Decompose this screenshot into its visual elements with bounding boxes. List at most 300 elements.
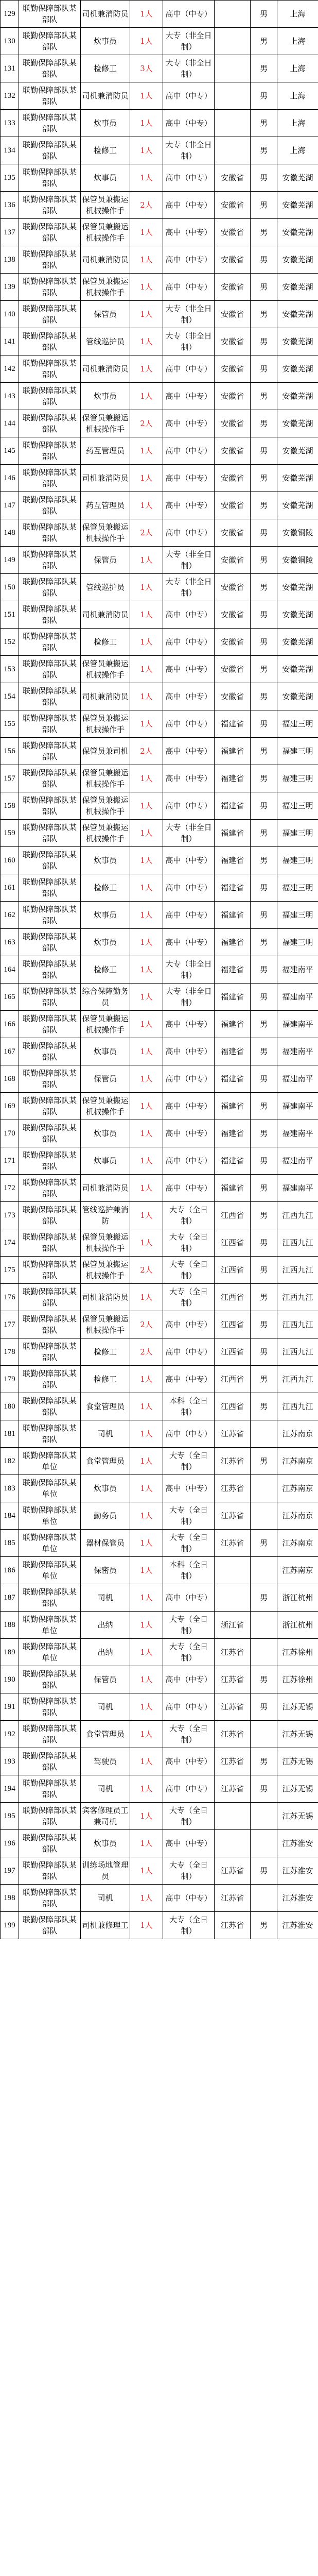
gender-cell <box>251 1557 277 1584</box>
household-cell: 福建省 <box>215 1175 251 1202</box>
gender-cell: 男 <box>251 137 277 164</box>
position-cell: 出纳 <box>81 1639 130 1666</box>
household-cell: 安徽省 <box>215 492 251 519</box>
headcount-cell: 1人 <box>130 383 163 410</box>
unit-cell: 联勤保障部队某部队 <box>19 874 81 902</box>
row-number: 198 <box>1 1885 19 1912</box>
unit-cell: 联勤保障部队某部队 <box>19 1912 81 1939</box>
unit-cell: 联勤保障部队某单位 <box>19 1639 81 1666</box>
gender-cell: 男 <box>251 1065 277 1093</box>
position-cell: 驾驶员 <box>81 1748 130 1775</box>
location-cell: 江西九江 <box>277 1366 318 1393</box>
row-number: 150 <box>1 574 19 601</box>
unit-cell: 联勤保障部队某部队 <box>19 1257 81 1284</box>
education-cell: 大专（全日制） <box>163 1912 215 1939</box>
headcount-cell: 1人 <box>130 820 163 847</box>
table-row <box>1 1612 318 1639</box>
location-cell: 安徽芜湖 <box>277 656 318 683</box>
gender-cell: 男 <box>251 1393 277 1420</box>
household-cell: 江西省 <box>215 1229 251 1257</box>
table-row <box>1 1530 318 1557</box>
education-cell: 大专（全日制） <box>163 1612 215 1639</box>
location-cell: 江西九江 <box>277 1202 318 1229</box>
gender-cell: 男 <box>251 820 277 847</box>
table-row <box>1 574 318 601</box>
gender-cell: 男 <box>251 1147 277 1175</box>
location-cell: 安徽芜湖 <box>277 383 318 410</box>
unit-cell: 联勤保障部队某部队 <box>19 219 81 246</box>
headcount-cell: 1人 <box>130 1147 163 1175</box>
headcount-cell: 2人 <box>130 1311 163 1338</box>
unit-cell: 联勤保障部队某部队 <box>19 1584 81 1612</box>
table-row <box>1 1666 318 1693</box>
location-cell: 安徽芜湖 <box>277 274 318 301</box>
table-row <box>1 1502 318 1530</box>
row-number: 173 <box>1 1202 19 1229</box>
table-row <box>1 1338 318 1366</box>
education-cell: 高中（中专） <box>163 1065 215 1093</box>
gender-cell: 男 <box>251 246 277 274</box>
table-row <box>1 738 318 765</box>
household-cell: 江苏省 <box>215 1448 251 1475</box>
household-cell: 安徽省 <box>215 246 251 274</box>
headcount-cell: 1人 <box>130 1803 163 1830</box>
unit-cell: 联勤保障部队某部队 <box>19 1038 81 1065</box>
unit-cell: 联勤保障部队某部队 <box>19 1284 81 1311</box>
table-row <box>1 1420 318 1448</box>
headcount-cell: 1人 <box>130 1229 163 1257</box>
gender-cell: 男 <box>251 1775 277 1803</box>
table-row <box>1 956 318 984</box>
position-cell: 司机兼消防员 <box>81 1284 130 1311</box>
row-number: 197 <box>1 1857 19 1885</box>
position-cell: 管线巡护员 <box>81 574 130 601</box>
unit-cell: 联勤保障部队某部队 <box>19 929 81 956</box>
position-cell: 管线巡护兼消防 <box>81 1202 130 1229</box>
headcount-cell: 1人 <box>130 492 163 519</box>
row-number: 169 <box>1 1093 19 1120</box>
gender-cell: 男 <box>251 1693 277 1721</box>
household-cell: 安徽省 <box>215 274 251 301</box>
position-cell: 司机兼修理工 <box>81 1912 130 1939</box>
position-cell: 司机兼消防员 <box>81 683 130 710</box>
location-cell: 上海 <box>277 82 318 110</box>
table-row <box>1 929 318 956</box>
row-number: 138 <box>1 246 19 274</box>
position-cell: 检修工 <box>81 55 130 82</box>
position-cell: 保管员 <box>81 1666 130 1693</box>
headcount-cell: 1人 <box>130 1 163 28</box>
education-cell: 高中（中专） <box>163 1011 215 1038</box>
location-cell: 江苏南京 <box>277 1448 318 1475</box>
household-cell: 江苏省 <box>215 1912 251 1939</box>
location-cell: 福建南平 <box>277 1175 318 1202</box>
household-cell: 江西省 <box>215 1202 251 1229</box>
headcount-cell: 1人 <box>130 601 163 629</box>
position-cell: 炊事员 <box>81 1830 130 1857</box>
household-cell: 江苏省 <box>215 1639 251 1666</box>
education-cell: 高中（中专） <box>163 1748 215 1775</box>
headcount-cell: 1人 <box>130 1530 163 1557</box>
household-cell: 江西省 <box>215 1338 251 1366</box>
gender-cell: 男 <box>251 1229 277 1257</box>
position-cell: 保管员兼搬运机械操作手 <box>81 410 130 437</box>
row-number: 139 <box>1 274 19 301</box>
row-number: 129 <box>1 1 19 28</box>
position-cell: 炊事员 <box>81 383 130 410</box>
row-number: 130 <box>1 28 19 55</box>
table-row <box>1 301 318 328</box>
unit-cell: 联勤保障部队某部队 <box>19 710 81 738</box>
gender-cell: 男 <box>251 710 277 738</box>
household-cell: 安徽省 <box>215 383 251 410</box>
table-row <box>1 1393 318 1420</box>
education-cell: 大专（非全日制） <box>163 28 215 55</box>
table-row <box>1 28 318 55</box>
table-row <box>1 1147 318 1175</box>
table-row <box>1 1284 318 1311</box>
education-cell: 高中（中专） <box>163 1666 215 1693</box>
position-cell: 综合保障勤务员 <box>81 984 130 1011</box>
position-cell: 司机 <box>81 1420 130 1448</box>
row-number: 189 <box>1 1639 19 1666</box>
headcount-cell: 1人 <box>130 847 163 874</box>
gender-cell: 男 <box>251 956 277 984</box>
table-row <box>1 519 318 547</box>
table-row <box>1 1584 318 1612</box>
row-number: 149 <box>1 547 19 574</box>
education-cell: 高中（中专） <box>163 246 215 274</box>
position-cell: 司机兼消防员 <box>81 1 130 28</box>
household-cell <box>215 55 251 82</box>
household-cell <box>215 82 251 110</box>
gender-cell: 男 <box>251 465 277 492</box>
location-cell: 福建三明 <box>277 929 318 956</box>
gender-cell: 男 <box>251 1748 277 1775</box>
table-row <box>1 383 318 410</box>
headcount-cell: 1人 <box>130 355 163 383</box>
position-cell: 炊事员 <box>81 164 130 192</box>
education-cell: 大专（非全日制） <box>163 137 215 164</box>
headcount-cell: 1人 <box>130 629 163 656</box>
household-cell: 福建省 <box>215 710 251 738</box>
table-row <box>1 219 318 246</box>
row-number: 168 <box>1 1065 19 1093</box>
unit-cell: 联勤保障部队某部队 <box>19 1311 81 1338</box>
education-cell: 高中（中专） <box>163 792 215 820</box>
household-cell: 安徽省 <box>215 192 251 219</box>
education-cell: 高中（中专） <box>163 383 215 410</box>
unit-cell: 联勤保障部队某部队 <box>19 902 81 929</box>
education-cell: 高中（中专） <box>163 1775 215 1803</box>
headcount-cell: 1人 <box>130 1666 163 1693</box>
unit-cell: 联勤保障部队某部队 <box>19 1803 81 1830</box>
education-cell: 高中（中专） <box>163 355 215 383</box>
unit-cell: 联勤保障部队某部队 <box>19 1693 81 1721</box>
table-row <box>1 874 318 902</box>
unit-cell: 联勤保障部队某部队 <box>19 847 81 874</box>
headcount-cell: 1人 <box>130 1420 163 1448</box>
headcount-cell: 2人 <box>130 519 163 547</box>
row-number: 143 <box>1 383 19 410</box>
row-number: 166 <box>1 1011 19 1038</box>
row-number: 199 <box>1 1912 19 1939</box>
gender-cell: 男 <box>251 110 277 137</box>
gender-cell: 男 <box>251 1011 277 1038</box>
gender-cell: 男 <box>251 1857 277 1885</box>
household-cell: 安徽省 <box>215 656 251 683</box>
row-number: 160 <box>1 847 19 874</box>
position-cell: 检修工 <box>81 1366 130 1393</box>
unit-cell: 联勤保障部队某部队 <box>19 1393 81 1420</box>
position-cell: 检修工 <box>81 137 130 164</box>
location-cell: 江苏南京 <box>277 1502 318 1530</box>
household-cell: 安徽省 <box>215 219 251 246</box>
gender-cell: 男 <box>251 164 277 192</box>
headcount-cell: 2人 <box>130 192 163 219</box>
location-cell: 江苏淮安 <box>277 1857 318 1885</box>
household-cell: 江苏省 <box>215 1666 251 1693</box>
location-cell: 江西九江 <box>277 1311 318 1338</box>
position-cell: 保管员兼搬运机械操作手 <box>81 792 130 820</box>
row-number: 188 <box>1 1612 19 1639</box>
education-cell: 高中（中专） <box>163 274 215 301</box>
education-cell: 大专（全日制） <box>163 1448 215 1475</box>
headcount-cell: 1人 <box>130 1639 163 1666</box>
unit-cell: 联勤保障部队某单位 <box>19 1612 81 1639</box>
education-cell: 高中（中专） <box>163 492 215 519</box>
household-cell: 安徽省 <box>215 519 251 547</box>
gender-cell: 男 <box>251 1120 277 1147</box>
education-cell: 大专（非全日制） <box>163 301 215 328</box>
gender-cell: 男 <box>251 683 277 710</box>
location-cell: 安徽芜湖 <box>277 465 318 492</box>
row-number: 184 <box>1 1502 19 1530</box>
headcount-cell: 2人 <box>130 1257 163 1284</box>
household-cell: 福建省 <box>215 820 251 847</box>
row-number: 133 <box>1 110 19 137</box>
location-cell: 安徽芜湖 <box>277 683 318 710</box>
table-row <box>1 765 318 792</box>
position-cell: 炊事员 <box>81 110 130 137</box>
gender-cell: 男 <box>251 792 277 820</box>
table-row <box>1 1038 318 1065</box>
gender-cell: 男 <box>251 82 277 110</box>
location-cell: 安徽芜湖 <box>277 629 318 656</box>
position-cell: 食堂管理员 <box>81 1393 130 1420</box>
location-cell: 江苏无锡 <box>277 1721 318 1748</box>
household-cell: 江西省 <box>215 1257 251 1284</box>
household-cell: 福建省 <box>215 765 251 792</box>
location-cell: 福建南平 <box>277 1093 318 1120</box>
household-cell <box>215 1 251 28</box>
row-number: 131 <box>1 55 19 82</box>
unit-cell: 联勤保障部队某部队 <box>19 28 81 55</box>
household-cell: 安徽省 <box>215 355 251 383</box>
row-number: 178 <box>1 1338 19 1366</box>
table-row <box>1 164 318 192</box>
location-cell: 上海 <box>277 1 318 28</box>
location-cell: 安徽芜湖 <box>277 328 318 355</box>
unit-cell: 联勤保障部队某部队 <box>19 1420 81 1448</box>
unit-cell: 联勤保障部队某部队 <box>19 1830 81 1857</box>
unit-cell: 联勤保障部队某部队 <box>19 1 81 28</box>
education-cell: 高中（中专） <box>163 902 215 929</box>
headcount-cell: 1人 <box>130 792 163 820</box>
gender-cell: 男 <box>251 1202 277 1229</box>
location-cell: 安徽芜湖 <box>277 164 318 192</box>
headcount-cell: 1人 <box>130 1775 163 1803</box>
headcount-cell: 1人 <box>130 1584 163 1612</box>
row-number: 192 <box>1 1721 19 1748</box>
headcount-cell: 1人 <box>130 1065 163 1093</box>
education-cell: 大专（全日制） <box>163 1257 215 1284</box>
gender-cell: 男 <box>251 574 277 601</box>
unit-cell: 联勤保障部队某部队 <box>19 192 81 219</box>
table-row <box>1 792 318 820</box>
position-cell: 司机兼消防员 <box>81 465 130 492</box>
table-row <box>1 55 318 82</box>
household-cell <box>215 110 251 137</box>
unit-cell: 联勤保障部队某部队 <box>19 1366 81 1393</box>
education-cell: 高中（中专） <box>163 437 215 465</box>
household-cell <box>215 1557 251 1584</box>
position-cell: 保管员 <box>81 1065 130 1093</box>
education-cell: 大专（非全日制） <box>163 956 215 984</box>
unit-cell: 联勤保障部队某部队 <box>19 383 81 410</box>
gender-cell: 男 <box>251 1 277 28</box>
row-number: 141 <box>1 328 19 355</box>
household-cell: 福建省 <box>215 874 251 902</box>
household-cell: 安徽省 <box>215 683 251 710</box>
unit-cell: 联勤保障部队某部队 <box>19 629 81 656</box>
row-number: 185 <box>1 1530 19 1557</box>
education-cell: 大专（非全日制） <box>163 820 215 847</box>
education-cell: 高中（中专） <box>163 82 215 110</box>
position-cell: 炊事员 <box>81 1475 130 1502</box>
household-cell: 江西省 <box>215 1311 251 1338</box>
table-row <box>1 984 318 1011</box>
education-cell: 高中（中专） <box>163 847 215 874</box>
table-row <box>1 1912 318 1939</box>
table-row <box>1 820 318 847</box>
row-number: 191 <box>1 1693 19 1721</box>
household-cell: 福建省 <box>215 1120 251 1147</box>
location-cell: 安徽芜湖 <box>277 246 318 274</box>
headcount-cell: 1人 <box>130 956 163 984</box>
headcount-cell: 1人 <box>130 246 163 274</box>
position-cell: 保管员兼搬运机械操作手 <box>81 1011 130 1038</box>
position-cell: 炊事员 <box>81 1147 130 1175</box>
unit-cell: 联勤保障部队某单位 <box>19 1530 81 1557</box>
headcount-cell: 2人 <box>130 1338 163 1366</box>
location-cell: 安徽铜陵 <box>277 519 318 547</box>
position-cell: 检修工 <box>81 1338 130 1366</box>
gender-cell: 男 <box>251 547 277 574</box>
household-cell: 江苏省 <box>215 1748 251 1775</box>
table-row <box>1 1775 318 1803</box>
gender-cell: 男 <box>251 519 277 547</box>
education-cell: 高中（中专） <box>163 710 215 738</box>
unit-cell: 联勤保障部队某部队 <box>19 492 81 519</box>
row-number: 154 <box>1 683 19 710</box>
education-cell: 高中（中专） <box>163 410 215 437</box>
unit-cell: 联勤保障部队某部队 <box>19 246 81 274</box>
household-cell: 安徽省 <box>215 410 251 437</box>
unit-cell: 联勤保障部队某部队 <box>19 110 81 137</box>
location-cell: 江苏南京 <box>277 1420 318 1448</box>
headcount-cell: 3人 <box>130 55 163 82</box>
unit-cell: 联勤保障部队某部队 <box>19 519 81 547</box>
gender-cell: 男 <box>251 301 277 328</box>
position-cell: 保管员兼搬运机械操作手 <box>81 656 130 683</box>
table-row <box>1 1120 318 1147</box>
location-cell: 安徽芜湖 <box>277 492 318 519</box>
position-cell: 保管员 <box>81 547 130 574</box>
headcount-cell: 1人 <box>130 1448 163 1475</box>
unit-cell: 联勤保障部队某部队 <box>19 792 81 820</box>
table-row <box>1 192 318 219</box>
household-cell: 江苏省 <box>215 1475 251 1502</box>
position-cell: 保管员兼搬运机械操作手 <box>81 219 130 246</box>
row-number: 152 <box>1 629 19 656</box>
row-number: 163 <box>1 929 19 956</box>
row-number: 193 <box>1 1748 19 1775</box>
household-cell: 福建省 <box>215 984 251 1011</box>
headcount-cell: 1人 <box>130 1502 163 1530</box>
education-cell: 大专（全日制） <box>163 1284 215 1311</box>
unit-cell: 联勤保障部队某部队 <box>19 1721 81 1748</box>
unit-cell: 联勤保障部队某部队 <box>19 683 81 710</box>
gender-cell: 男 <box>251 1338 277 1366</box>
education-cell: 高中（中专） <box>163 874 215 902</box>
gender-cell: 男 <box>251 601 277 629</box>
position-cell: 司机兼消防员 <box>81 355 130 383</box>
location-cell: 江苏淮安 <box>277 1830 318 1857</box>
unit-cell: 联勤保障部队某部队 <box>19 465 81 492</box>
table-row <box>1 1311 318 1338</box>
unit-cell: 联勤保障部队某部队 <box>19 1120 81 1147</box>
headcount-cell: 1人 <box>130 164 163 192</box>
unit-cell: 联勤保障部队某部队 <box>19 1011 81 1038</box>
household-cell <box>215 1830 251 1857</box>
household-cell: 福建省 <box>215 956 251 984</box>
gender-cell: 男 <box>251 355 277 383</box>
gender-cell: 男 <box>251 274 277 301</box>
table-row <box>1 1011 318 1038</box>
table-body <box>1 1 318 1939</box>
table-row <box>1 1639 318 1666</box>
location-cell: 江苏无锡 <box>277 1803 318 1830</box>
position-cell: 司机兼消防员 <box>81 246 130 274</box>
unit-cell: 联勤保障部队某部队 <box>19 765 81 792</box>
headcount-cell: 1人 <box>130 328 163 355</box>
table-row <box>1 437 318 465</box>
headcount-cell: 1人 <box>130 1284 163 1311</box>
table-row <box>1 902 318 929</box>
headcount-cell: 1人 <box>130 1120 163 1147</box>
table-row <box>1 1693 318 1721</box>
education-cell: 高中（中专） <box>163 1420 215 1448</box>
position-cell: 器材保管员 <box>81 1530 130 1557</box>
row-number: 140 <box>1 301 19 328</box>
education-cell: 高中（中专） <box>163 1 215 28</box>
location-cell: 福建三明 <box>277 738 318 765</box>
unit-cell: 联勤保障部队某部队 <box>19 274 81 301</box>
position-cell: 保管员兼搬运机械操作手 <box>81 519 130 547</box>
table-row <box>1 1065 318 1093</box>
headcount-cell: 1人 <box>130 902 163 929</box>
